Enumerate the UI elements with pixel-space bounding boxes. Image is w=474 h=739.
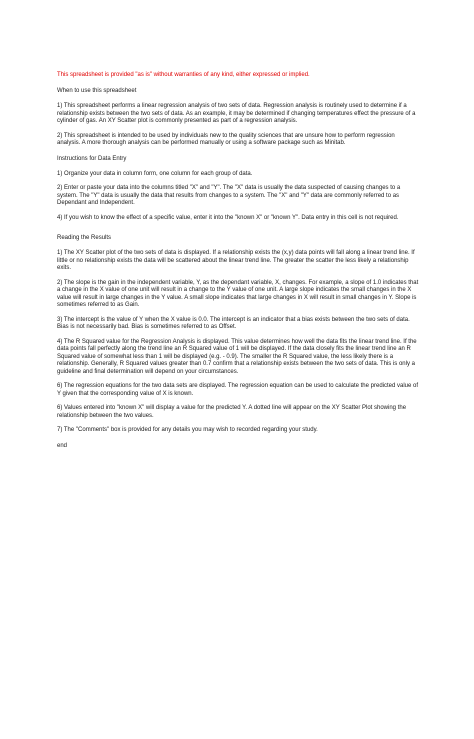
instructions-paragraph: 2) Enter or paste your data into the columns titled "X" and "Y". The "X" data is usually the data suspected of causing changes to a system. The "Y" data is usually the data that results from changes to a system. The "X" and "Y" data are commonly referred to as Dependant and Independent. [57,185,401,206]
results-paragraph: 7) The "Comments" box is provided for any details you may wish to recorded regarding your study. [57,427,318,433]
results-paragraph: 1) The XY Scatter plot of the two sets of data is displayed. If a relationship exists the (x,y) data points will fall along a linear trend line. If little or no relationship exists the data will be scattered about the linear trend line. The greater the scatter the less likely a relationship exits. [57,250,415,271]
how-to-use-paragraph: 1) This spreadsheet performs a linear regression analysis of two sets of data. Regression analysis is routinely used to determine if a relationship exists between the two sets of data. As an example, it may be determined if changing temperatures effect the pressure of a cylinder of gas. An XY Scatter plot is commonly presented as part of a regression analysis. [57,103,416,124]
instructions-paragraph: 1) Organize your data in column form, one column for each group of data. [57,170,253,177]
instructions-paragraph: 4) If you wish to know the effect of a specific value, enter it into the "known X" or "known Y". Data entry in this cell is not required. [57,214,399,221]
results-paragraph: 2) The slope is the gain in the independent variable, Y, as the dependant variable, X, changes. For example, a slope of 1.0 indicates that a change in the X value of one unit will result in a change to the Y value of one unit. A large slope indicates the small changes in the X value will result in large changes in the Y value. A small slope indicates that large changes in X will result in small changes in Y. Slope is sometimes referred to as Gain. [57,279,419,308]
results-paragraph: 4) The R Squared value for the Regression Analysis is displayed. This value determines how well the data fits the linear trend line. If the data points fall perfectly along the trend line an R Squared value of 1 will be displayed. If the data closely fits the linear trend line an R Squared value of somewhat less than 1 will be displayed (e.g. - 0.9). The smaller the R Squared value, the less likely there is a relationship. Generally, R Squared values greater than 0.7 confirm that a relationship exists between the two sets of data. This is only a guideline and final determination will depend on your circumstances. [57,338,417,375]
results-heading: Reading the Results [57,235,112,241]
how-to-use-heading: When to use this spreadsheet [57,88,137,94]
how-to-use-paragraph: 2) This spreadsheet is intended to be used by individuals new to the quality sciences that are unsure how to perform regression analysis. A more thorough analysis can be performed manually or using a software package such as Minitab. [57,132,395,146]
document-body [57,71,419,450]
end-marker: end [57,442,68,449]
results-paragraph: 3) The intercept is the value of Y when the X value is 0.0. The intercept is an indicator that a bias exists between the two sets of data. Bias is not necessarily bad. Bias is sometimes referred to as Offset. [57,316,410,330]
results-paragraph: 6) Values entered into "known X" will display a value for the predicted Y. A dotted line will appear on the XY Scatter Plot showing the relationship between the two values. [57,405,407,419]
disclaimer-text: This spreadsheet is provided "as is" without warranties of any kind, either expressed or implied. [57,72,310,78]
results-paragraph: 6) The regression equations for the two data sets are displayed. The regression equation can be used to calculate the predicted value of Y given that the corresponding value of X is known. [57,383,419,397]
instructions-heading: Instructions for Data Entry [57,155,127,162]
